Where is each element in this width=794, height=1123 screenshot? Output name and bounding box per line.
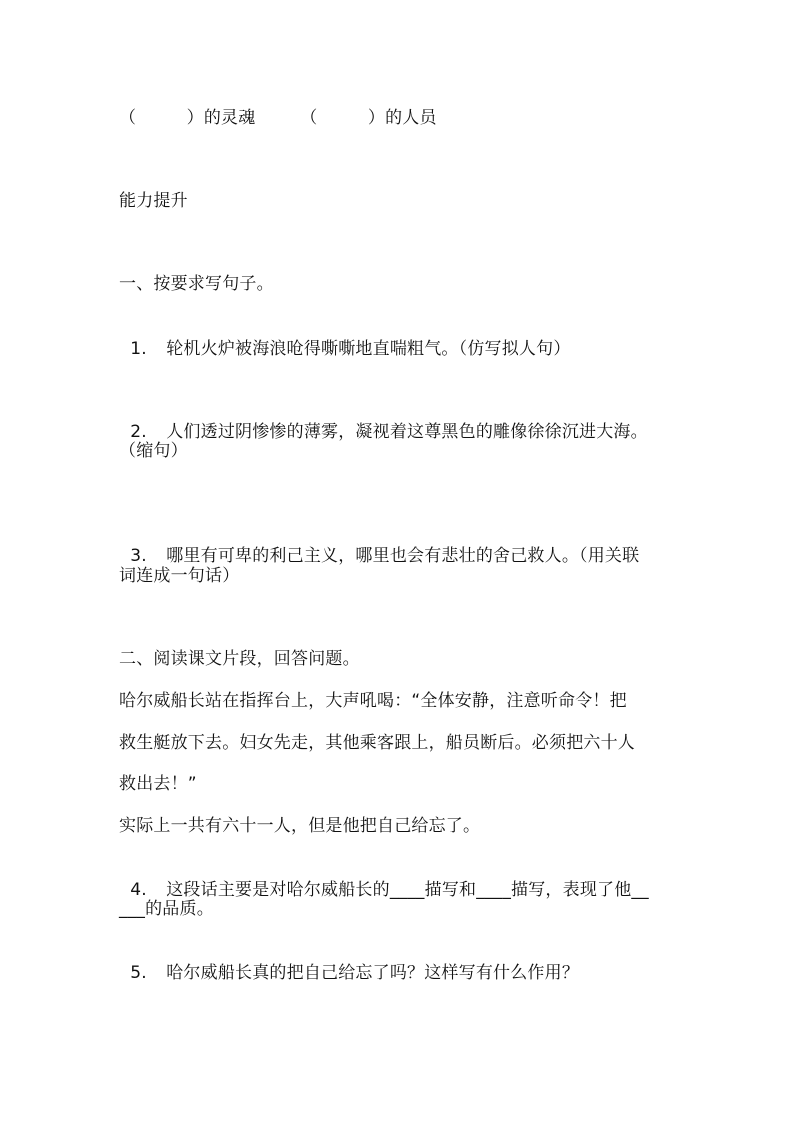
question-1	[119, 316, 571, 360]
question-5	[119, 940, 579, 984]
fill-in-line: （ ）的灵魂 （ ）的人员	[119, 108, 437, 128]
question-3	[119, 523, 639, 567]
passage-line: 救出去！”	[119, 774, 197, 794]
section-heading: 能力提升	[119, 191, 188, 211]
passage-line: 实际上一共有六十一人，但是他把自己给忘了。	[119, 816, 481, 836]
part1-title: 一、按要求写句子。	[119, 274, 274, 294]
question-text: 这段话主要是对哈尔威船长的____描写和____描写，表现了他__	[166, 880, 649, 900]
part2-title: 二、阅读课文片段，回答问题。	[119, 649, 360, 669]
question-3-continued: 词连成一句话）	[119, 566, 240, 586]
passage-line: 哈尔威船长站在指挥台上，大声吼喝：“全体安静，注意听命令！把	[119, 691, 627, 711]
question-4	[119, 857, 649, 901]
question-number: 3.	[130, 546, 147, 566]
question-number: 5.	[130, 963, 147, 983]
question-4-continued: ___的品质。	[119, 899, 214, 919]
question-text: 哈尔威船长真的把自己给忘了吗？这样写有什么作用？	[166, 963, 580, 983]
question-2	[119, 399, 648, 443]
question-2-note: （缩句）	[119, 441, 188, 461]
question-number: 1.	[130, 339, 147, 359]
question-number: 2.	[130, 422, 147, 442]
passage-line: 救生艇放下去。妇女先走，其他乘客跟上，船员断后。必须把六十人	[119, 733, 635, 753]
question-number: 4.	[130, 880, 147, 900]
question-text: 人们透过阴惨惨的薄雾，凝视着这尊黑色的雕像徐徐沉进大海。	[166, 422, 648, 442]
question-text: 哪里有可卑的利己主义，哪里也会有悲壮的舍己救人。（用关联	[166, 546, 640, 566]
question-text: 轮机火炉被海浪呛得嘶嘶地直喘粗气。（仿写拟人句）	[166, 339, 571, 359]
